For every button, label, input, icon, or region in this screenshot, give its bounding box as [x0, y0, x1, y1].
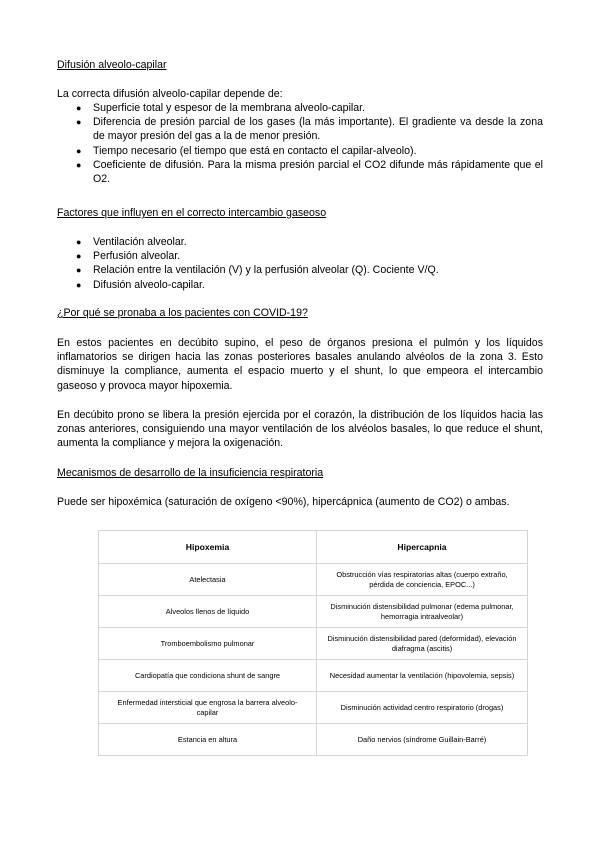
factores-list: [57, 235, 543, 292]
table-header-row: [99, 531, 528, 564]
table-cell: Estancia en altura: [99, 724, 317, 756]
difusion-intro: La correcta difusión alveolo-capilar depende de:: [57, 88, 283, 100]
table-cell: Enfermedad intersticial que engrosa la barrera alveolo-capilar: [99, 692, 317, 724]
list-item: ● Perfusión alveolar.: [76, 250, 181, 263]
bullet-icon: ●: [76, 103, 82, 113]
table-cell: Necesidad aumentar la ventilación (hipovolemia, sepsis): [317, 660, 528, 692]
table-cell: Tromboembolismo pulmonar: [99, 628, 317, 660]
bullet-icon: ●: [76, 237, 82, 247]
table-cell: Disminución distensibilidad pulmonar (edema pulmonar, hemorragia intraalveolar): [317, 596, 528, 628]
heading-factores: Factores que influyen en el correcto intercambio gaseoso: [57, 207, 327, 219]
table-row: [99, 564, 528, 596]
mecanismos-paragraph: Puede ser hipoxémica (saturación de oxígeno <90%), hipercápnica (aumento de CO2) o ambas.: [57, 496, 510, 508]
bullet-icon: ●: [76, 117, 82, 128]
table-cell: Alveolos llenos de líquido: [99, 596, 317, 628]
table-header-hipercapnia: Hipercapnia: [317, 531, 528, 564]
table-cell: Atelectasia: [99, 564, 317, 596]
table-row: [99, 596, 528, 628]
table-header-hipoxemia: Hipoxemia: [99, 531, 317, 564]
table-cell: Disminución distensibilidad pared (deformidad), elevación diafragma (ascitis): [317, 628, 528, 660]
comparison-table: [98, 530, 528, 756]
table-cell: Cardiopatía que condiciona shunt de sangre: [99, 660, 317, 692]
list-item: ● Coeficiente de difusión. Para la misma presión parcial el CO2 difunde más rápidamente que el O2.: [76, 158, 543, 186]
table-row: [99, 724, 528, 756]
bullet-icon: ●: [76, 159, 82, 170]
list-item: ● Diferencia de presión parcial de los gases (la más importante). El gradiente va desde la zona de mayor presión del gas a la de menor presión.: [76, 116, 543, 143]
covid-paragraph-2: En decúbito prono se libera la presión ejercida por el corazón, la distribución de los líquidos hacia las zonas anteriores, consiguiendo una mayor ventilación de los alvéolos basales, lo que reduce el shunt, aumenta la compliance y mejora la oxigenación.: [57, 409, 543, 450]
list-item: ● Superficie total y espesor de la membrana alveolo-capilar.: [76, 102, 366, 114]
table-cell: Daño nervios (síndrome Guillain-Barré): [317, 724, 528, 756]
bullet-icon: ●: [76, 279, 82, 290]
table-row: [99, 628, 528, 660]
table-row: [99, 660, 528, 692]
bullet-icon: ●: [76, 145, 82, 156]
difusion-list: [57, 101, 543, 186]
table-cell: Disminución actividad centro respiratorio (drogas): [317, 692, 528, 724]
table-cell: Obstrucción vías respiratorias altas (cuerpo extraño, pérdida de conciencia, EPOC...): [317, 564, 528, 596]
heading-difusion: Difusión alveolo-capilar: [57, 59, 167, 71]
list-item: ● Difusión alveolo-capilar.: [76, 278, 205, 291]
list-item: ● Relación entre la ventilación (V) y la perfusión alveolar (Q). Cociente V/Q.: [76, 264, 439, 277]
list-item: ● Ventilación alveolar.: [76, 236, 187, 248]
heading-covid: ¿Por qué se pronaba a los pacientes con COVID-19?: [57, 307, 308, 319]
list-item: ● Tiempo necesario (el tiempo que está en contacto el capilar-alveolo).: [76, 144, 417, 157]
covid-paragraph-1: En estos pacientes en decúbito supino, el peso de órganos presiona el pulmón y los líquidos inflamatorios se dirigen hacia las zonas posteriores basales anulando alvéolos de la zona 3. Esto disminuye la compliance, aumenta el espacio muerto y el shunt, lo que empeora el intercambio gaseoso y provoca mayor hipoxemia.: [57, 337, 543, 392]
bullet-icon: ●: [76, 251, 82, 262]
bullet-icon: ●: [76, 265, 82, 276]
table-row: [99, 692, 528, 724]
heading-mecanismos: Mecanismos de desarrollo de la insuficiencia respiratoria: [57, 467, 324, 479]
